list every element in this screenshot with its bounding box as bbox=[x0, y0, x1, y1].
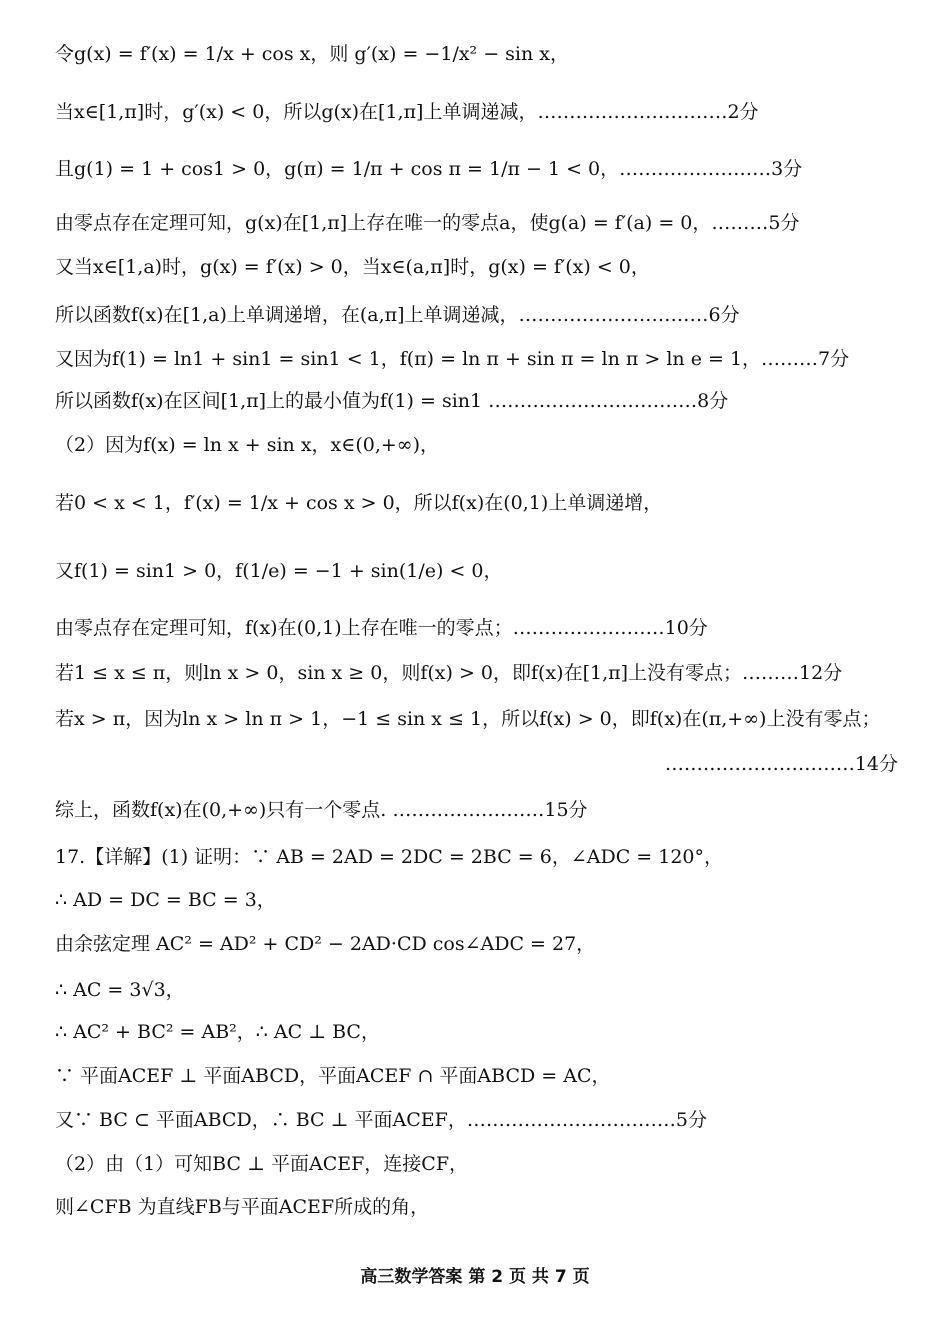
text-line-10: 若0 < x < 1，f′(x) = 1/x + cos x > 0，所以f(x)在(0,1)上单调递增， bbox=[55, 492, 663, 514]
text-line-1: 令g(x) = f′(x) = 1/x + cos x，则 g′(x) = −1/x² − sin x， bbox=[55, 43, 569, 65]
text-line-3: 且g(1) = 1 + cos1 > 0，g(π) = 1/π + cos π = 1/π − 1 < 0，……………………3分 bbox=[55, 158, 803, 180]
text-line-17: ∴ AD = DC = BC = 3， bbox=[55, 889, 276, 911]
score-marker-14: …………………………14分 bbox=[664, 753, 898, 775]
text-line-2: 当x∈[1,π]时，g′(x) < 0，所以g(x)在[1,π]上单调递减，…………………………2分 bbox=[55, 101, 759, 123]
text-line-19: ∴ AC = 3√3， bbox=[55, 979, 185, 1001]
text-line-24: 则∠CFB 为直线FB与平面ACEF所成的角， bbox=[55, 1196, 430, 1218]
text-line-20: ∴ AC² + BC² = AB²，∴ AC ⊥ BC， bbox=[55, 1021, 380, 1043]
text-line-14: 若x > π，因为ln x > ln π > 1，−1 ≤ sin x ≤ 1，所以f(x) > 0，即f(x)在(π,+∞)上没有零点； bbox=[55, 708, 881, 730]
text-line-16: 17.【详解】(1) 证明：∵ AB = 2AD = 2DC = 2BC = 6，∠ADC = 120°， bbox=[55, 846, 723, 868]
text-line-11: 又f(1) = sin1 > 0，f(1/e) = −1 + sin(1/e) < 0， bbox=[55, 560, 503, 582]
page-footer: 高三数学答案 第 2 页 共 7 页 bbox=[360, 1267, 590, 1287]
text-line-7: 又因为f(1) = ln1 + sin1 = sin1 < 1，f(π) = ln π + sin π = ln π > ln e = 1，………7分 bbox=[55, 348, 850, 370]
text-line-5: 又当x∈[1,a)时，g(x) = f′(x) > 0，当x∈(a,π]时，g(x) = f′(x) < 0， bbox=[55, 256, 650, 278]
text-line-9: （2）因为f(x) = ln x + sin x，x∈(0,+∞)， bbox=[55, 434, 440, 456]
text-line-13: 若1 ≤ x ≤ π，则ln x > 0，sin x ≥ 0，则f(x) > 0，即f(x)在[1,π]上没有零点；………12分 bbox=[55, 662, 843, 684]
text-line-15: 综上，函数f(x)在(0,+∞)只有一个零点. ……………………15分 bbox=[55, 799, 588, 821]
text-line-18: 由余弦定理 AC² = AD² + CD² − 2AD·CD cos∠ADC = 27， bbox=[55, 933, 596, 955]
text-line-23: （2）由（1）可知BC ⊥ 平面ACEF，连接CF， bbox=[55, 1153, 469, 1175]
text-line-22: 又∵ BC ⊂ 平面ABCD，∴ BC ⊥ 平面ACEF，……………………………5分 bbox=[55, 1109, 707, 1131]
text-line-21: ∵ 平面ACEF ⊥ 平面ABCD，平面ACEF ∩ 平面ABCD = AC， bbox=[55, 1065, 611, 1087]
text-line-6: 所以函数f(x)在[1,a)上单调递增，在(a,π]上单调递减，…………………………6分 bbox=[55, 304, 740, 326]
text-line-4: 由零点存在定理可知，g(x)在[1,π]上存在唯一的零点a，使g(a) = f′(a) = 0，………5分 bbox=[55, 212, 800, 234]
text-line-12: 由零点存在定理可知，f(x)在(0,1)上存在唯一的零点；……………………10分 bbox=[55, 617, 708, 639]
text-line-8: 所以函数f(x)在区间[1,π]上的最小值为f(1) = sin1 ……………………………8分 bbox=[55, 390, 729, 412]
